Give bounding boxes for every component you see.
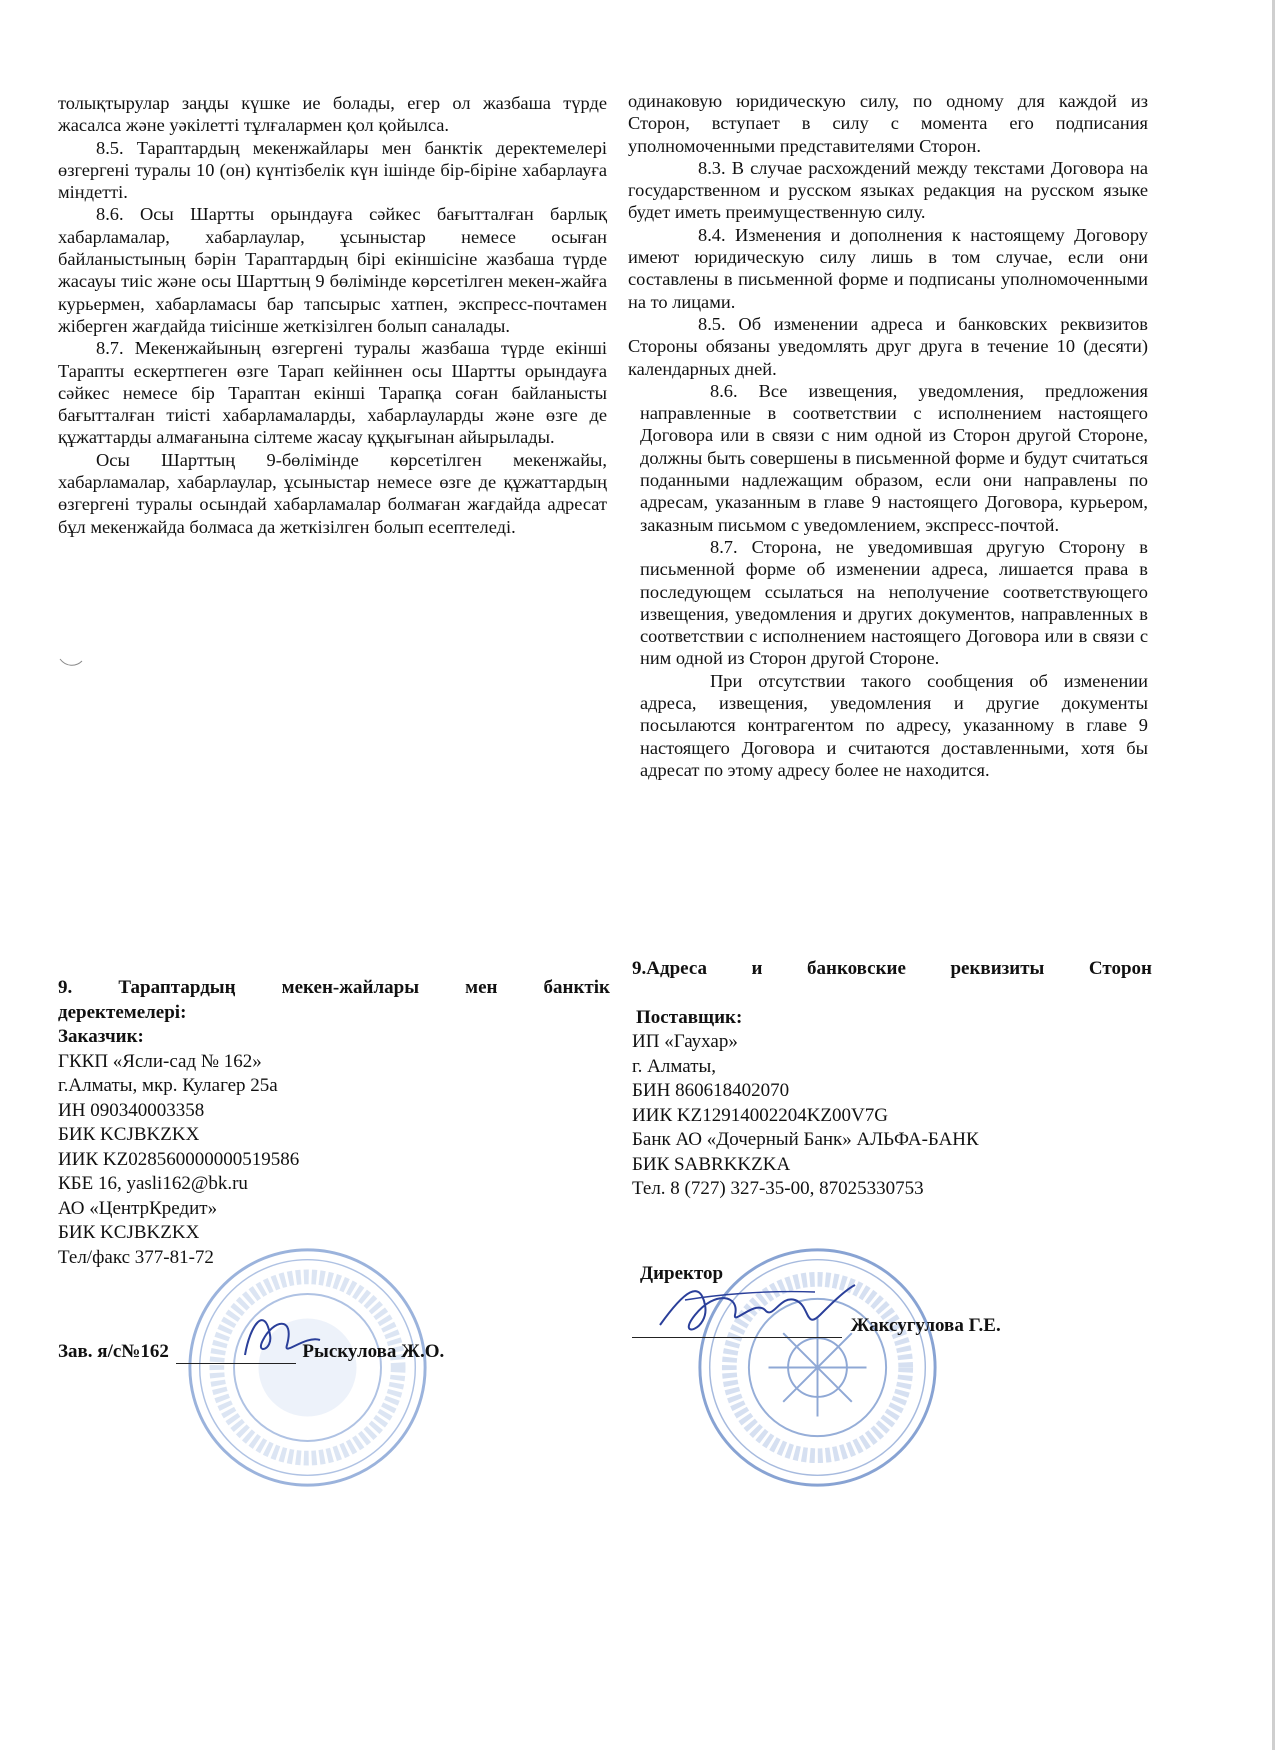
customer-line: КБЕ 16, yasli162@bk.ru	[58, 1173, 248, 1194]
director-label: Директор	[640, 1263, 724, 1284]
signature-blank	[632, 1315, 842, 1338]
kz-paragraph-continuation: толықтырулар заңды күшке ие болады, егер ол жазбаша түрде жасалса және уәкілетті тұлғалармен қол қойылса.	[58, 93, 607, 136]
supplier-line: ИИК KZ12914002204KZ00V7G	[632, 1104, 888, 1126]
kz-requisites-heading: 9. Тараптардың мекен-жайлары мен банктік	[58, 977, 610, 998]
supplier-sign-name: Жаксугулова Г.Е.	[850, 1315, 1001, 1336]
ru-clause-8-7-note: При отсутствии такого сообщения об изменении адреса, извещения, уведомления и другие документы посылаются контрагентом по адресу, указанному в главе 9 настоящего Договора и считаются доставленными, хотя бы адресат по этому адресу более не находится.	[640, 670, 1148, 780]
russian-column	[628, 90, 1148, 781]
customer-line: ИН 090340003358	[58, 1099, 205, 1121]
customer-line: АО «ЦентрКредит»	[58, 1197, 218, 1219]
kazakh-column	[58, 92, 607, 538]
customer-signature-line	[58, 1341, 444, 1364]
supplier-line: г. Алматы,	[632, 1055, 717, 1077]
signature-blank	[176, 1341, 296, 1364]
kz-clause-8-7: 8.7. Мекенжайының өзгергені туралы жазбаша түрде екінші Тарапты ескертпеген өзге Тарап кейіннен осы Шартты орындауға сәйкес немесе бір Тараптан екінші Тарапқа соған байланысты бағытталған тиісті хабарламаларды, хабарлауларды және өзге де құжаттарды алмағанына сілтеме жасау құқығынан айырылады.	[58, 338, 607, 448]
kz-clause-8-5: 8.5. Тараптардың мекенжайлары мен банктік деректемелері өзгергені туралы 10 (он) күнтізбелік күн ішінде бір-біріне хабарлауға міндетті.	[58, 137, 607, 203]
supplier-line: БИК SABRKKZKA	[632, 1153, 791, 1175]
ru-requisites-heading: 9.Адреса и банковские реквизиты Сторон	[632, 958, 1152, 979]
ru-clause-8-6: 8.6. Все извещения, уведомления, предложения направленные в соответствии с исполнением настоящего Договора или в связи с ним одной из Сторон другой Стороне, должны быть совершены в письменной форме и будут считаться поданными надлежащим образом, если они направлены по адресам, указанным в главе 9 настоящего Договора, курьером, заказным письмом с уведомлением, экспресс-почтой.	[640, 380, 1148, 535]
customer-line: ИИК KZ028560000000519586	[58, 1148, 300, 1170]
customer-line: ГККП «Ясли-сад № 162»	[58, 1050, 262, 1072]
spacer	[632, 982, 1152, 1006]
ru-clause-8-4: 8.4. Изменения и дополнения к настоящему Договору имеют юридическую силу лишь в том случае, если они составлены в письменной форме и подписаны уполномоченными на то лицами.	[628, 224, 1148, 312]
customer-label: Заказчик:	[58, 1026, 144, 1047]
customer-line: БИК KCJBKZKX	[58, 1124, 200, 1145]
customer-sign-name: Рыскулова Ж.О.	[302, 1341, 445, 1362]
kz-clause-8-6: 8.6. Осы Шартты орындауға сәйкес бағытталған барлық хабарламалар, хабарлаулар, ұсыныстар немесе осыған байланыстының бәрін Тараптардың бірі екіншісіне жазбаша түрде жасауы тиіс және осы Шарттың 9 бөлімінде көрсетілген мекен-жайға курьермен, хабарламасы бар тапсырыс хатпен, экспресс-почтамен жіберген жағдайда тиісінше жеткізілген болып саналады.	[58, 204, 607, 336]
ru-clause-8-5: 8.5. Об изменении адреса и банковских реквизитов Стороны обязаны уведомлять друг друга в течение 10 (десяти) календарных дней.	[628, 313, 1148, 379]
supplier-line: БИН 860618402070	[632, 1080, 790, 1101]
ru-clause-8-3: 8.3. В случае расхождений между текстами Договора на государственном и русском языках редакция на русском языке будет иметь преимущественную силу.	[628, 157, 1148, 223]
customer-line: г.Алматы, мкр. Кулагер 25а	[58, 1075, 278, 1096]
ink-mark	[58, 655, 84, 669]
customer-requisites	[58, 976, 610, 1270]
ru-clause-8-7: 8.7. Сторона, не уведомившая другую Сторону в письменной форме об изменении адреса, лишается права в последующем ссылаться на неполучение соответствующего извещения, уведомления и других документов, направленных в соответствии с исполнением настоящего Договора или в связи с ним одной из Сторон другой Стороне.	[640, 536, 1148, 669]
customer-line: Тел/факс 377-81-72	[58, 1246, 214, 1268]
supplier-line: ИП «Гаухар»	[632, 1031, 738, 1052]
customer-sign-title: Зав. я/с№162	[58, 1341, 169, 1362]
kz-requisites-heading-cont: деректемелері:	[58, 1001, 187, 1023]
customer-seal-stamp	[185, 1245, 430, 1490]
supplier-requisites	[632, 957, 1152, 1202]
supplier-label: Поставщик:	[636, 1006, 743, 1028]
ru-indented-block	[628, 380, 1148, 781]
supplier-signature-line	[632, 1315, 1001, 1338]
supplier-line: Банк АО «Дочерный Банк» АЛЬФА-БАНК	[632, 1129, 979, 1150]
supplier-line: Тел. 8 (727) 327-35-00, 87025330753	[632, 1178, 924, 1199]
kz-clause-8-7-note: Осы Шарттың 9-бөлімінде көрсетілген мекенжайы, хабарламалар, хабарлаулар, ұсыныстар немесе өзге де құжаттардың өзгергені туралы осындай хабарламалар болмаған жағдайда адресат бұл мекенжайда болмаса да жеткізілген болып есептеледі.	[58, 449, 607, 537]
ru-paragraph-continuation: одинаковую юридическую силу, по одному для каждой из Сторон, вступает в силу с момента его подписания уполномоченными представителями Сторон.	[628, 91, 1148, 156]
customer-line: БИК KCJBKZKX	[58, 1222, 200, 1243]
